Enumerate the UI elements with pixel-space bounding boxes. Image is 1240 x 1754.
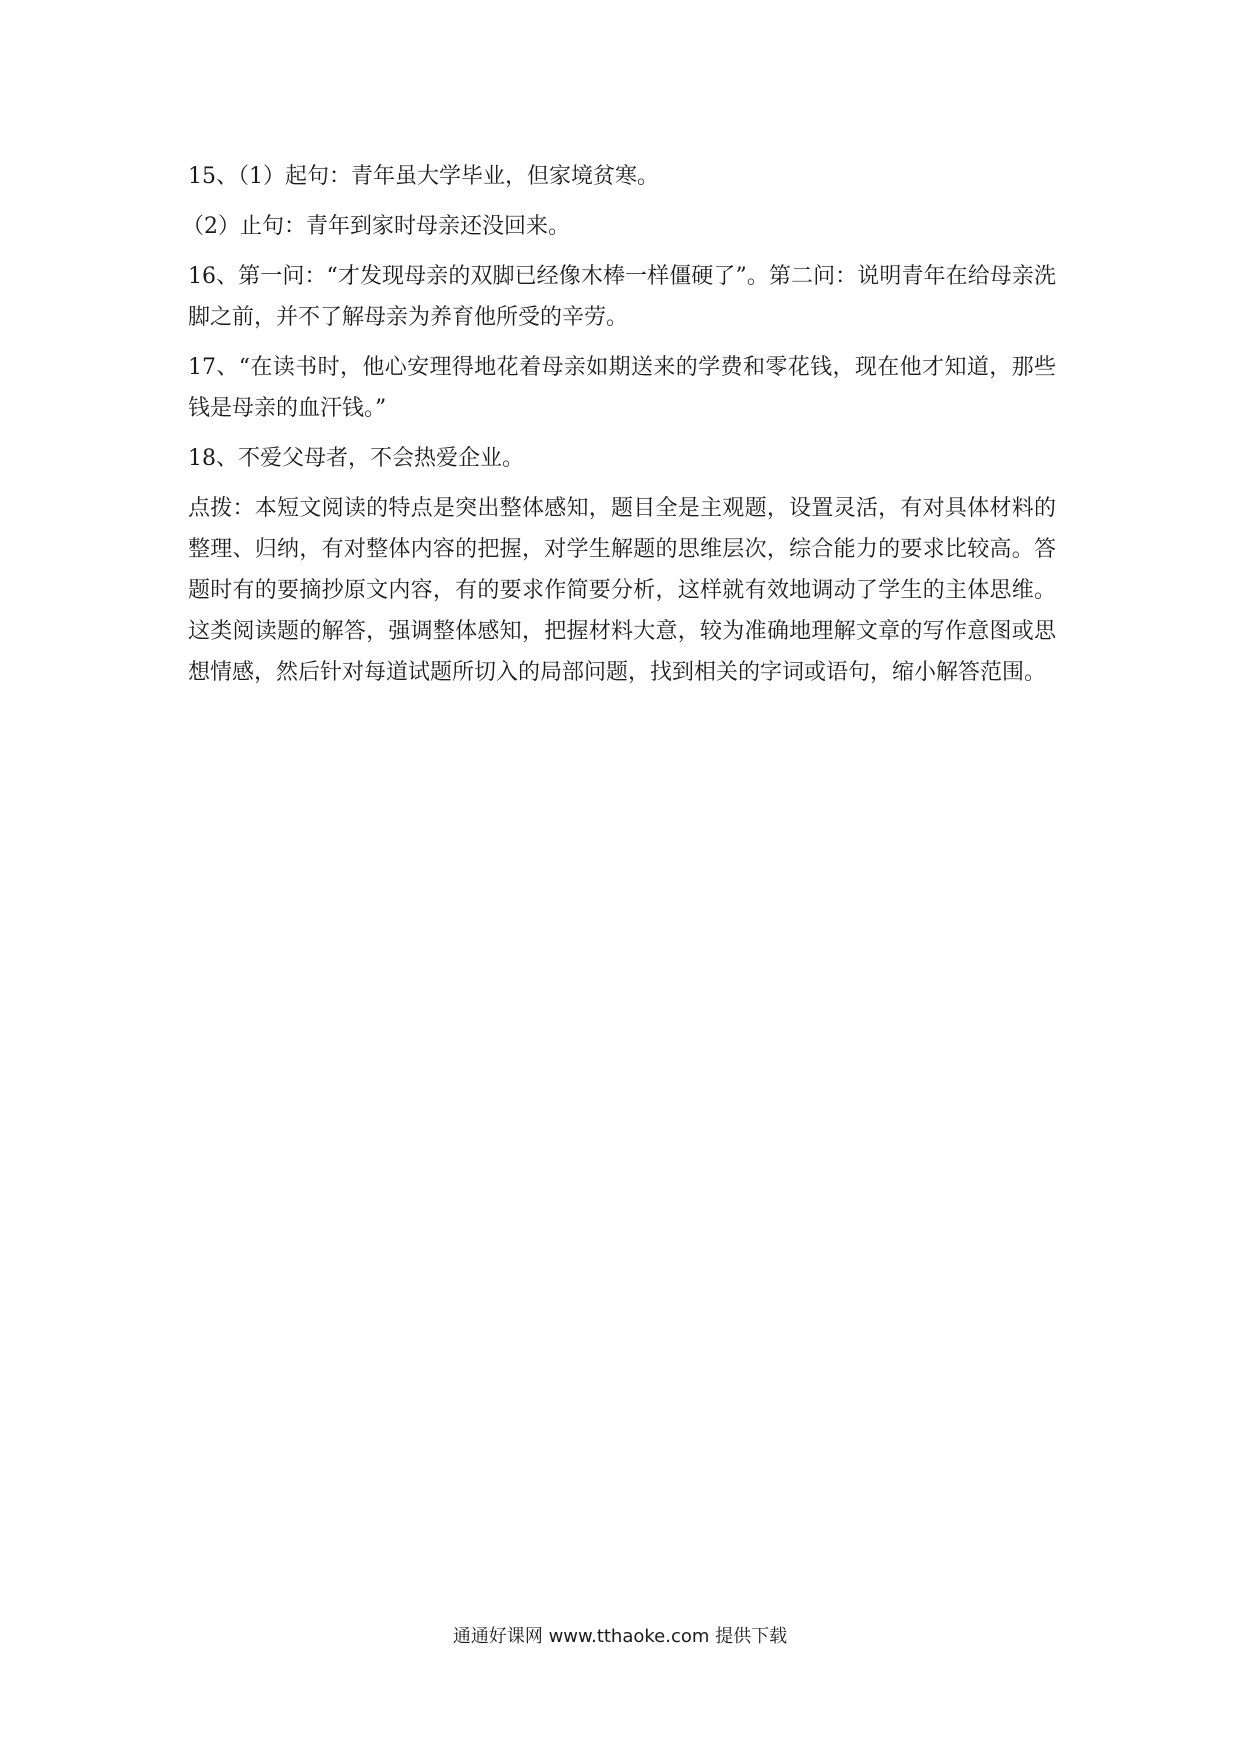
analysis-tip: 点拨：本短文阅读的特点是突出整体感知，题目全是主观题，设置灵活，有对具体材料的整理、归纳，有对整体内容的把握，对学生解题的思维层次，综合能力的要求比较高。答题时有的要摘抄原文内容，有的要求作简要分析，这样就有效地调动了学生的主体思维。这类阅读题的解答，强调整体感知，把握材料大意，较为准确地理解文章的写作意图或思想情感，然后针对每道试题所切入的局部问题，找到相关的字词或语句，缩小解答范围。 [188, 496, 1056, 685]
answer-16: 16、第一问：“才发现母亲的双脚已经像木棒一样僵硬了”。第二问：说明青年在给母亲洗脚之前，并不了解母亲为养育他所受的辛劳。 [188, 264, 1056, 330]
answer-15-2: （2）止句：青年到家时母亲还没回来。 [182, 214, 570, 239]
page-footer: 通通好课网 www.tthaoke.com 提供下载 [452, 1626, 788, 1647]
answer-section [182, 156, 1056, 702]
answer-15-1: 15、（1）起句：青年虽大学毕业，但家境贫寒。 [188, 164, 659, 189]
answer-17: 17、“在读书时，他心安理得地花着母亲如期送来的学费和零花钱，现在他才知道，那些钱是母亲的血汗钱。” [188, 355, 1056, 421]
answer-18: 18、不爱父母者，不会热爱企业。 [188, 446, 524, 471]
